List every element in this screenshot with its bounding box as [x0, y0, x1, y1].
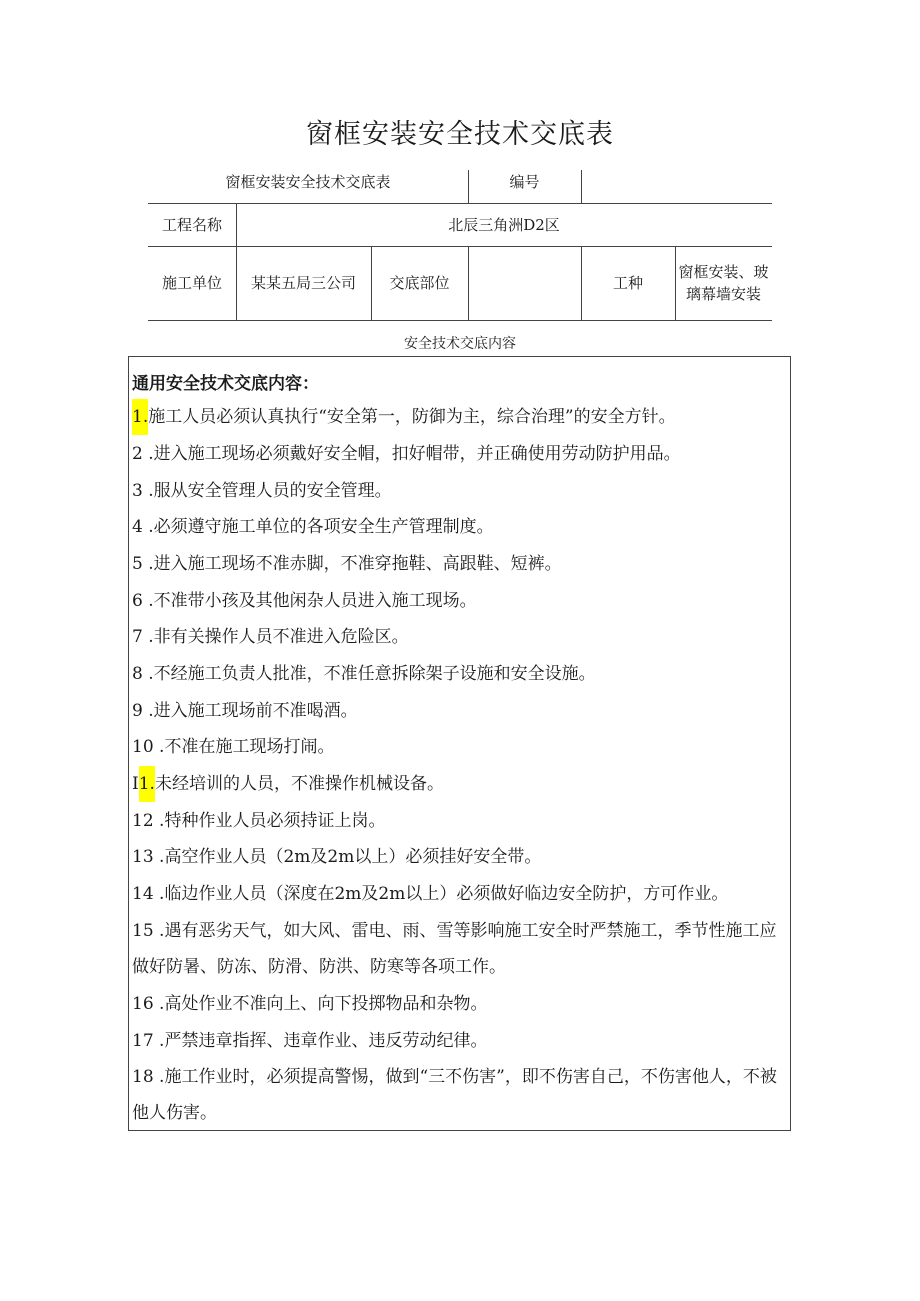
- list-item: [132, 766, 444, 802]
- list-item: [132, 729, 334, 765]
- item-text: 未经培训的人员，不准操作机械设备。: [154, 774, 444, 794]
- project-label: 工程名称: [161, 215, 222, 234]
- item-number: 2: [132, 444, 143, 464]
- unit-label: 施工单位: [161, 274, 222, 292]
- item-text: .施工作业时，必须提高警惕，做到“三不伤害”，即不伤害自己，不伤害他人，不被他人伤害。: [132, 1067, 777, 1123]
- list-item: [132, 913, 787, 985]
- content-heading: 通用安全技术交底内容：: [132, 374, 319, 394]
- trade-label: 工种: [612, 274, 643, 292]
- item-text: .进入施工现场必须戴好安全帽，扣好帽带，并正确使用劳动防护用品。: [142, 444, 681, 464]
- list-item: [132, 436, 681, 472]
- item-number: 10: [132, 737, 154, 757]
- table-rule: [148, 320, 772, 321]
- item-text: .高空作业人员（2m及2m以上）必须挂好安全带。: [153, 847, 542, 867]
- item-text: .进入施工现场不准赤脚，不准穿拖鞋、高跟鞋、短裤。: [142, 554, 562, 574]
- item-number: 14: [132, 884, 154, 904]
- list-item: [132, 839, 541, 875]
- item-number: 5: [132, 554, 143, 574]
- item-text: .特种作业人员必须持证上岗。: [153, 811, 386, 831]
- trade-value: 窗框安装、玻璃幕墙安装: [678, 263, 769, 303]
- item-number: 1.: [132, 399, 148, 435]
- list-item: [132, 656, 596, 692]
- form-name: 窗框安装安全技术交底表: [225, 173, 391, 191]
- item-number: 17: [132, 1031, 154, 1051]
- number-label: 编号: [509, 173, 540, 191]
- item-text: .遇有恶劣天气，如大风、雷电、雨、雪等影响施工安全时严禁施工，季节性施工应做好防暑、防冻、防滑、防洪、防寒等各项工作。: [132, 921, 777, 977]
- list-item: [132, 803, 385, 839]
- number-value: [581, 170, 772, 194]
- item-text: .必须遵守施工单位的各项安全生产管理制度。: [142, 517, 494, 537]
- item-number: 12: [132, 811, 154, 831]
- item-number: 9: [132, 701, 143, 721]
- item-number: 18: [132, 1067, 154, 1087]
- list-item: [132, 1059, 787, 1131]
- item-text: .高处作业不准向上、向下投掷物品和杂物。: [153, 994, 488, 1014]
- item-number-prefix: I: [132, 774, 139, 794]
- item-text: .进入施工现场前不准喝酒。: [142, 701, 358, 721]
- item-text: .临边作业人员（深度在2m及2m以上）必须做好临边安全防护，方可作业。: [153, 884, 729, 904]
- item-number: 15: [132, 921, 154, 941]
- document-title: 窗框安装安全技术交底表: [306, 119, 614, 150]
- item-text: .严禁违章指挥、违章作业、违反劳动纪律。: [153, 1031, 488, 1051]
- part-value: [468, 246, 581, 320]
- list-item: [132, 986, 487, 1022]
- item-text: 施工人员必须认真执行“安全第一，防御为主，综合治理”的安全方针。: [148, 407, 676, 427]
- item-number: 6: [132, 591, 143, 611]
- item-text: .不准带小孩及其他闲杂人员进入施工现场。: [142, 591, 477, 611]
- list-item: [132, 583, 477, 619]
- part-label: 交底部位: [389, 274, 450, 292]
- item-text: .不经施工负责人批准，不准任意拆除架子设施和安全设施。: [142, 664, 596, 684]
- list-item: [132, 876, 728, 912]
- list-item: [132, 473, 392, 509]
- list-item: [132, 399, 676, 435]
- item-text: .服从安全管理人员的安全管理。: [142, 481, 392, 501]
- unit-value: 某某五局三公司: [250, 274, 356, 292]
- list-item: [132, 619, 409, 655]
- project-value: 北辰三角洲D2区: [448, 215, 560, 234]
- list-item: [132, 693, 358, 729]
- item-text: .非有关操作人员不准进入危险区。: [142, 627, 409, 647]
- item-text: .不准在施工现场打闹。: [153, 737, 335, 757]
- section-label: 安全技术交底内容: [404, 336, 516, 352]
- item-number: 1.: [139, 766, 155, 802]
- item-number: 7: [132, 627, 143, 647]
- content-box: [128, 356, 791, 1131]
- item-number: 4: [132, 517, 143, 537]
- item-number: 13: [132, 847, 154, 867]
- item-number: 16: [132, 994, 154, 1014]
- list-item: [132, 509, 494, 545]
- item-number: 3: [132, 481, 143, 501]
- list-item: [132, 546, 562, 582]
- list-item: [132, 1023, 487, 1059]
- item-number: 8: [132, 664, 143, 684]
